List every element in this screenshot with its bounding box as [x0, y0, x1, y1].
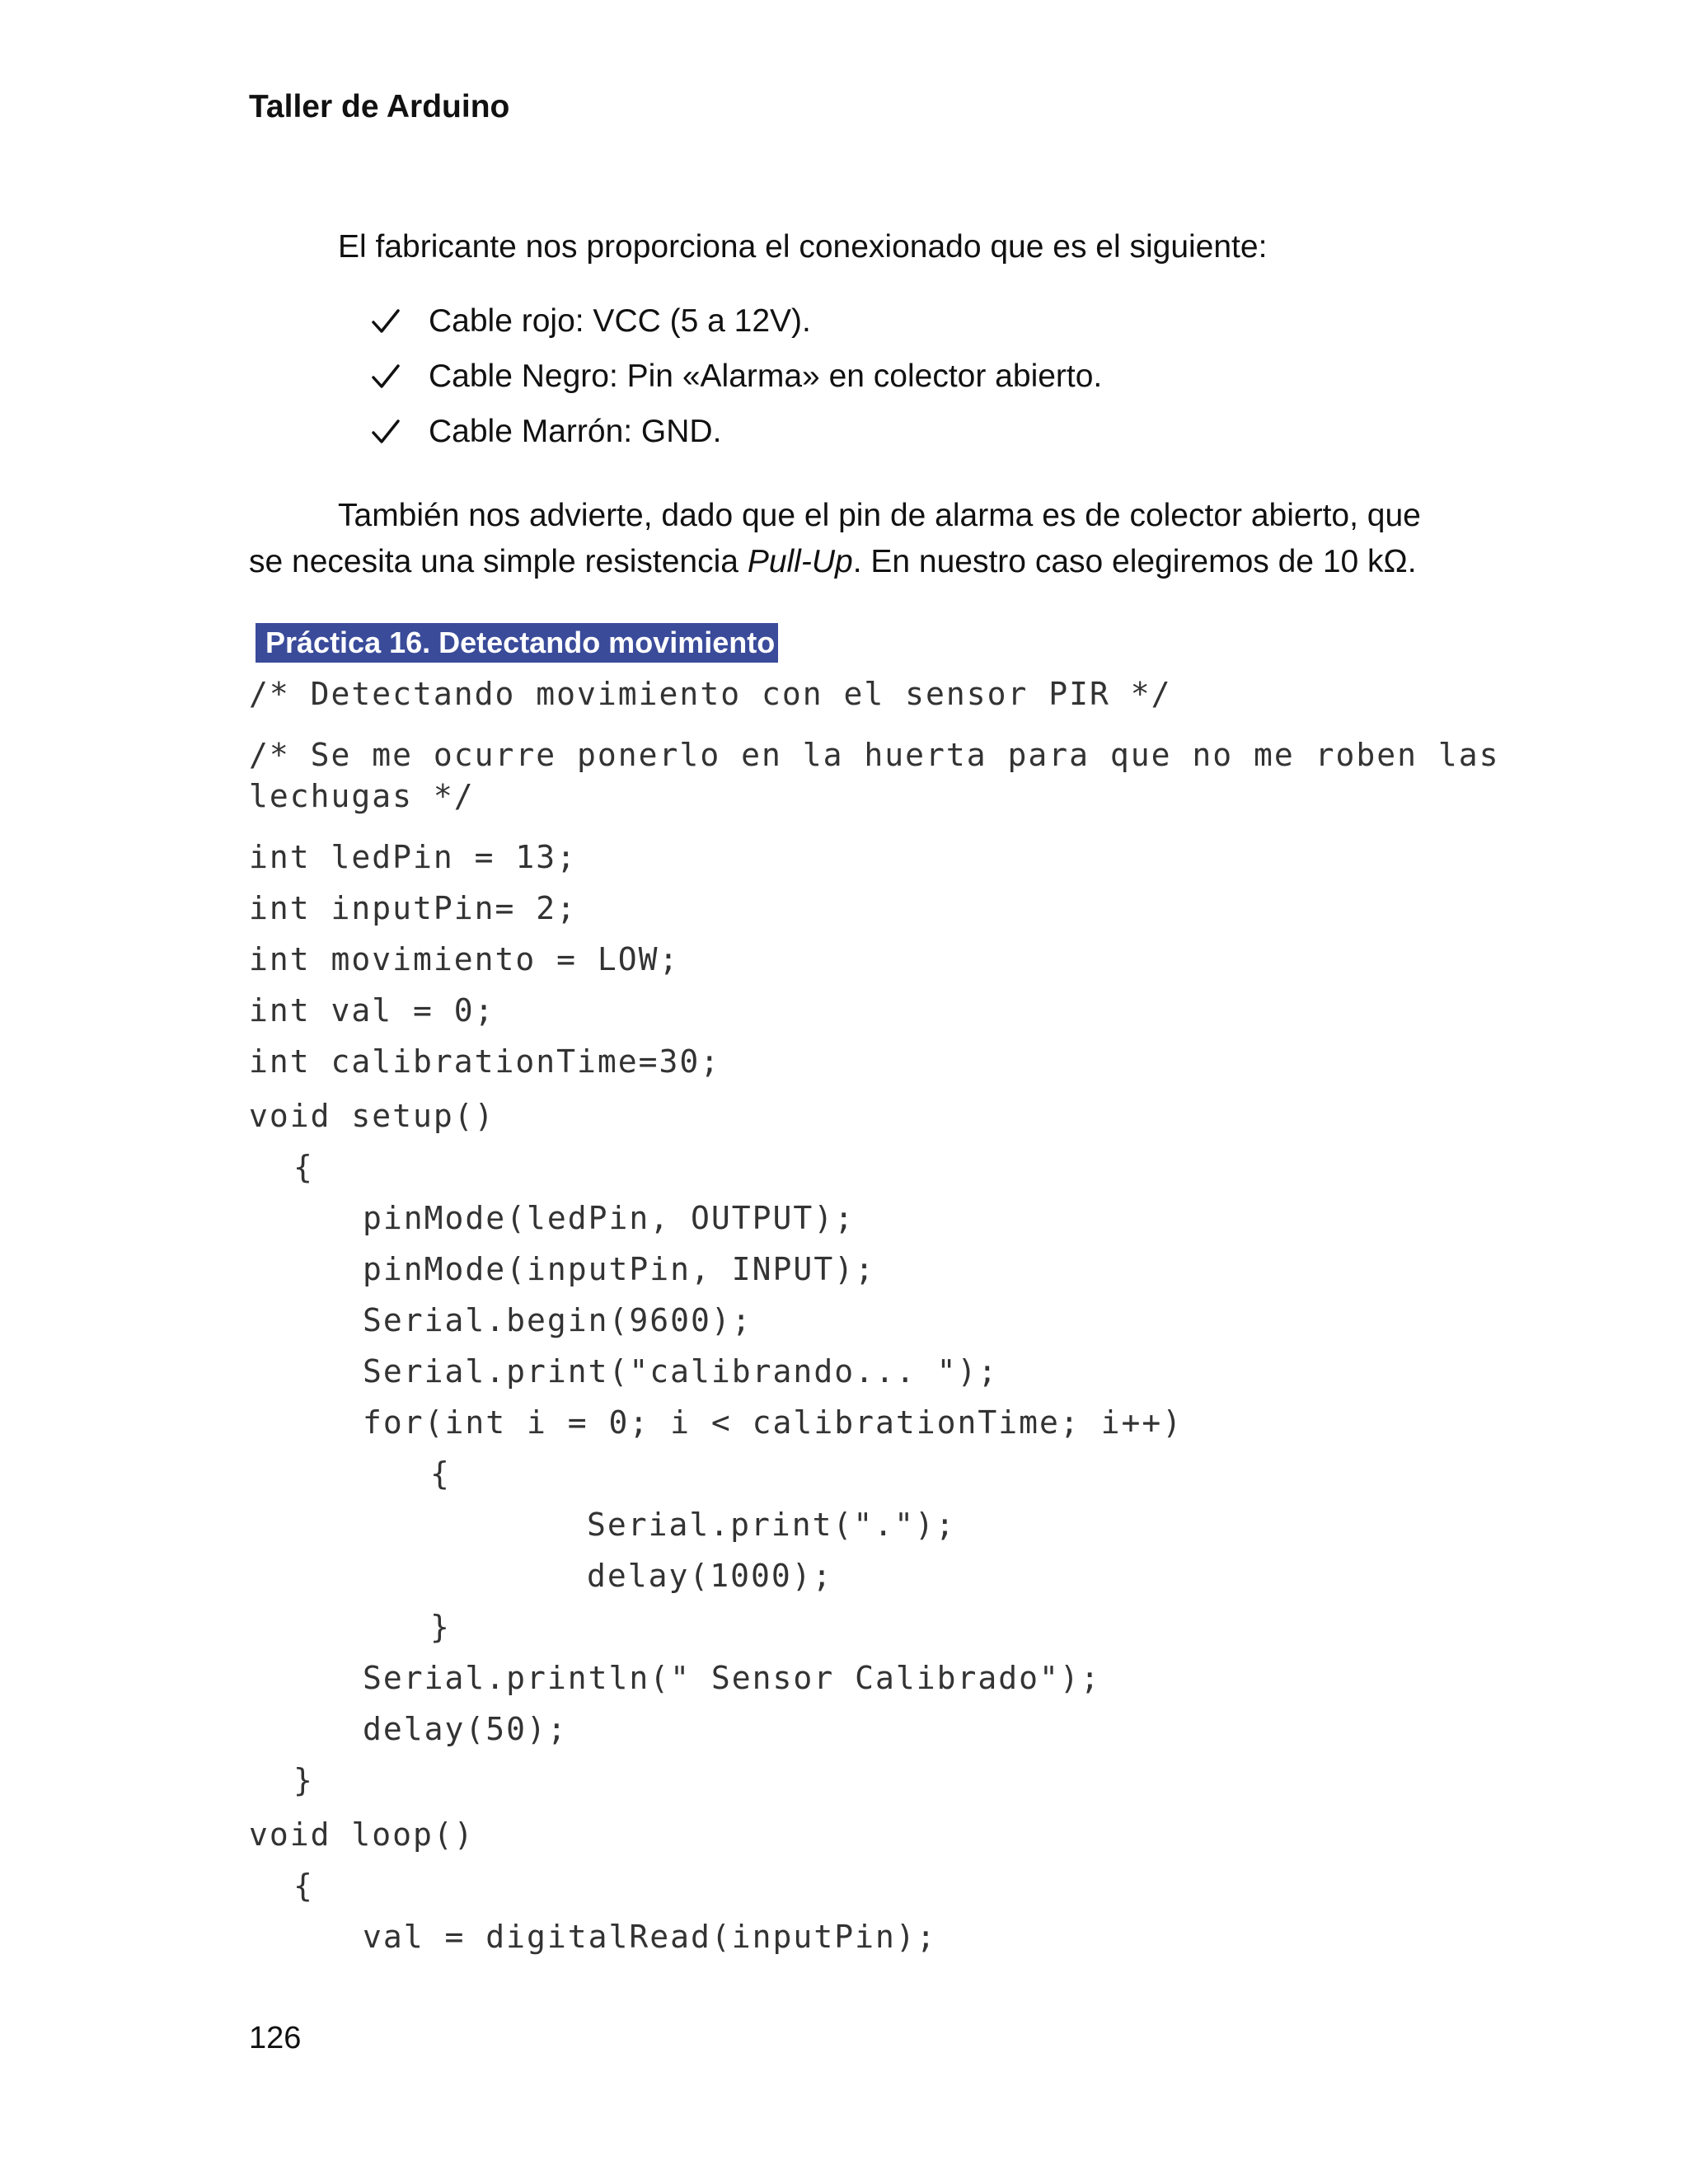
checklist-item [371, 293, 1102, 349]
paragraph-emphasis: Pull-Up [747, 544, 853, 579]
paragraph-text: También nos advierte, dado que el pin de alarma es de colector abierto, que se necesita una simple resistencia [249, 498, 1421, 579]
code-line: Serial.print("."); [587, 1507, 956, 1543]
checklist [371, 293, 1102, 459]
code-line: delay(50); [363, 1711, 568, 1747]
code-line: pinMode(ledPin, OUTPUT); [363, 1200, 856, 1236]
body-paragraph [249, 493, 1428, 585]
code-line: int inputPin= 2; [249, 890, 578, 926]
code-line: int val = 0; [249, 992, 495, 1029]
code-line: Serial.begin(9600); [363, 1302, 753, 1338]
code-line: int ledPin = 13; [249, 839, 578, 875]
code-line: for(int i = 0; i < calibrationTime; i++) [363, 1404, 1184, 1441]
code-line: void setup() [249, 1098, 495, 1134]
code-line: void loop() [249, 1816, 475, 1853]
checklist-item [371, 404, 1102, 459]
paragraph-text-end: . En nuestro caso elegiremos de 10 kΩ. [852, 544, 1417, 579]
checkmark-icon [371, 417, 401, 447]
practice-title: Práctica 16. Detectando movimiento [256, 623, 778, 663]
code-line: } [430, 1609, 451, 1645]
checkmark-icon [371, 307, 401, 336]
code-line: lechugas */ [249, 778, 475, 814]
intro-text: El fabricante nos proporciona el conexionado que es el siguiente: [338, 229, 1268, 265]
checklist-item-label: Cable rojo: VCC (5 a 12V). [429, 302, 811, 339]
running-header: Taller de Arduino [249, 89, 510, 124]
code-line: Serial.println(" Sensor Calibrado"); [363, 1660, 1101, 1696]
code-line: } [293, 1762, 314, 1798]
code-line: int calibrationTime=30; [249, 1043, 721, 1080]
code-line: val = digitalRead(inputPin); [363, 1919, 937, 1955]
page-number: 126 [249, 2021, 302, 2055]
checklist-item-label: Cable Marrón: GND. [429, 413, 722, 449]
code-line: { [293, 1149, 314, 1185]
code-line: { [430, 1455, 451, 1492]
code-line: /* Se me ocurre ponerlo en la huerta para que no me roben las [249, 737, 1500, 773]
code-line: Serial.print("calibrando... "); [363, 1353, 999, 1390]
code-line: /* Detectando movimiento con el sensor PIR */ [249, 676, 1172, 712]
checklist-item-label: Cable Negro: Pin «Alarma» en colector abierto. [429, 358, 1103, 394]
checklist-item [371, 349, 1102, 404]
code-line: { [293, 1868, 314, 1904]
code-line: pinMode(inputPin, INPUT); [363, 1251, 875, 1287]
code-line: int movimiento = LOW; [249, 941, 680, 977]
checkmark-icon [371, 362, 401, 391]
code-line: delay(1000); [587, 1558, 833, 1594]
